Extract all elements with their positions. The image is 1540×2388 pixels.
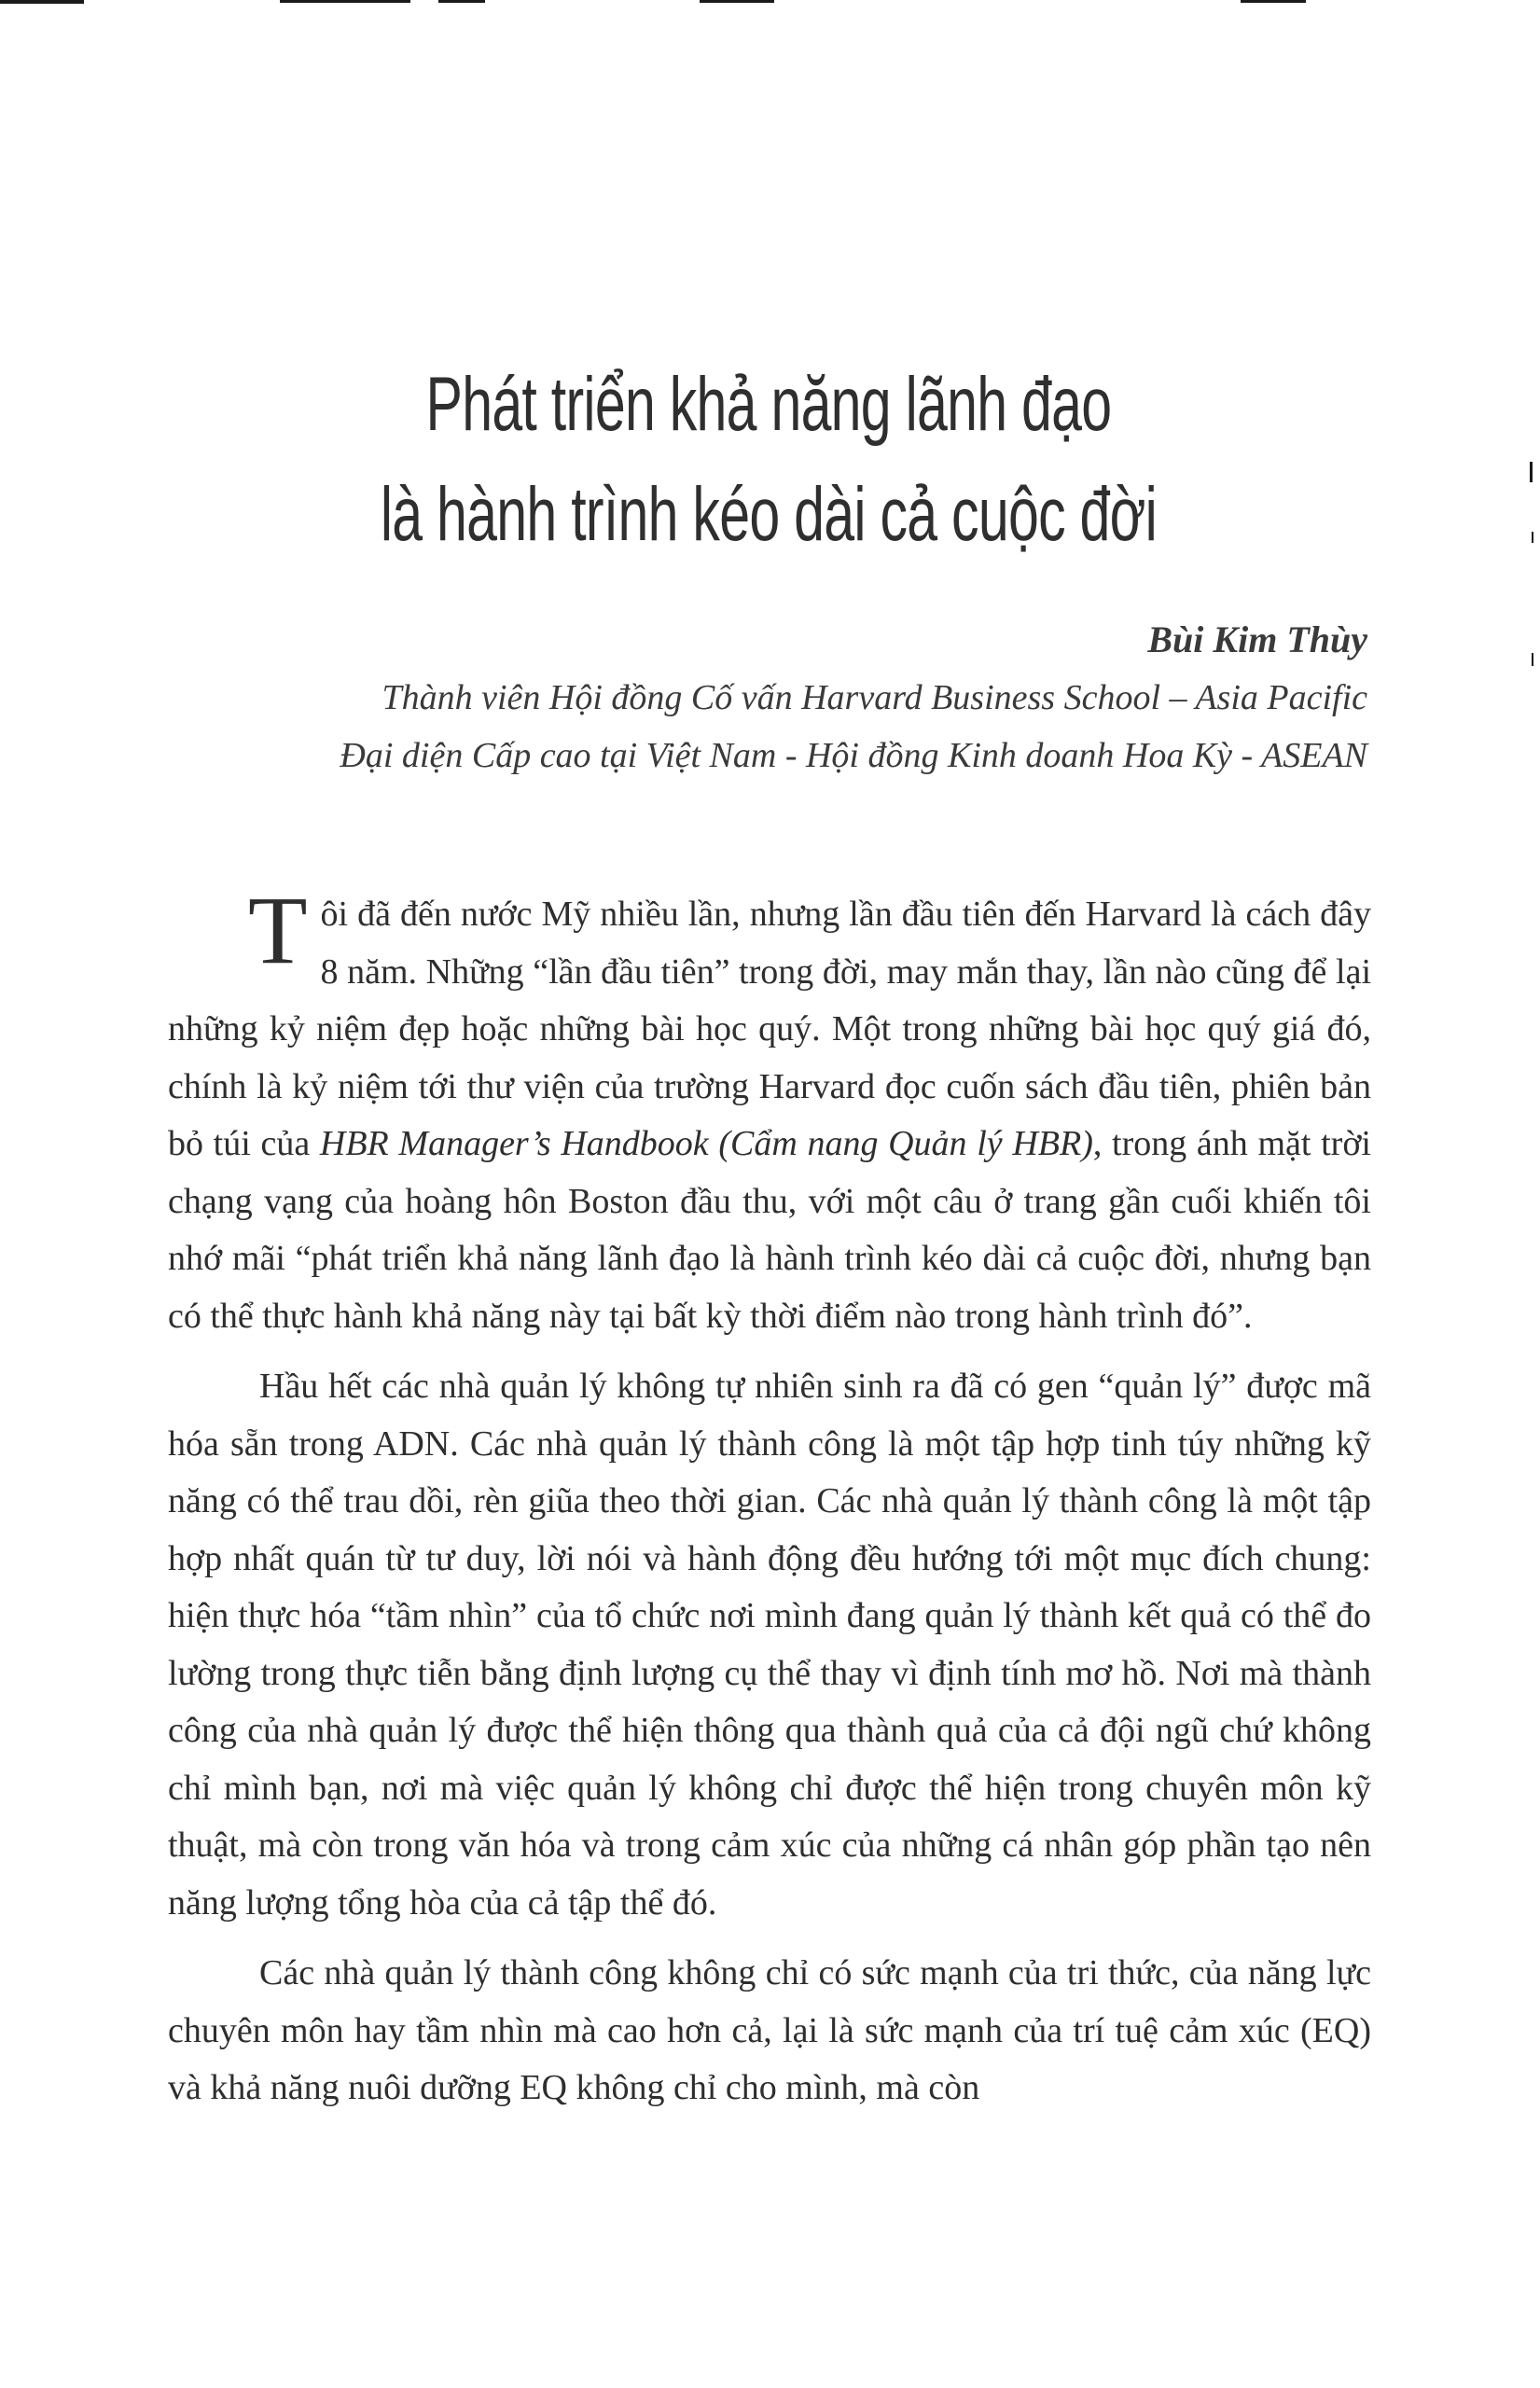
author-block: [340, 611, 1367, 784]
scan-mark-top: [700, 0, 774, 3]
chapter-title: [215, 350, 1324, 570]
scan-mark-top: [0, 0, 84, 4]
paragraph-1-text-a: ôi đã đến nước Mỹ nhiều lần, nhưng lần đầu tiên đến Harvard là cách đây 8 năm. Những “lần đầu tiên” trong đời, may mắn thay, lần nào cũng để lại những kỷ niệm đẹp hoặc những bài học quý. Một trong những bài học quý giá đó, chính là kỷ niệm tới thư viện của trường Harvard đọc cuốn sách đầu tiên, phiên bản bỏ túi của: [168, 895, 1371, 1163]
paragraph-2: Hầu hết các nhà quản lý không tự nhiên sinh ra đã có gen “quản lý” được mã hóa sẵn trong ADN. Các nhà quản lý thành công là một tập hợp tinh túy những kỹ năng có thể trau dồi, rèn giũa theo thời gian. Các nhà quản lý thành công là một tập hợp nhất quán từ tư duy, lời nói và hành động đều hướng tới một mục đích chung: hiện thực hóa “tầm nhìn” của tổ chức nơi mình đang quản lý thành kết quả có thể đo lường trong thực tiễn bằng định lượng cụ thể thay vì định tính mơ hồ. Nơi mà thành công của nhà quản lý được thể hiện thông qua thành quả của cả đội ngũ chứ không chỉ mình bạn, nơi mà việc quản lý không chỉ được thể hiện trong chuyên môn kỹ thuật, mà còn trong văn hóa và trong cảm xúc của những cá nhân góp phần tạo nên năng lượng tổng hòa của cả tập thể đó.: [168, 1367, 1371, 1923]
book-title: HBR Manager’s Handbook (Cẩm nang Quản lý HBR): [319, 1124, 1093, 1163]
author-role-2: Đại diện Cấp cao tại Việt Nam - Hội đồng Kinh doanh Hoa Kỳ - ASEAN: [340, 736, 1367, 775]
chapter-title-line-1: Phát triển khả năng lãnh đạo: [425, 362, 1112, 447]
paragraph-1-text-b: , trong ánh mặt trời chạng vạng của hoàng hôn Boston đầu thu, với một câu ở trang gần cuối khiến tôi nhớ mãi “phát triển khả năng lãnh đạo là hành trình kéo dài cả cuộc đời, nhưng bạn có thể thực hành khả năng này tại bất kỳ thời điểm nào trong hành trình đó”.: [168, 1124, 1371, 1336]
scan-mark-right: [1532, 532, 1533, 543]
scan-mark-right: [1532, 653, 1533, 666]
paragraph-3: Các nhà quản lý thành công không chỉ có sức mạnh của tri thức, của năng lực chuyên môn hay tầm nhìn mà cao hơn cả, lại là sức mạnh của trí tuệ cảm xúc (EQ) và khả năng nuôi dưỡng EQ không chỉ cho mình, mà còn: [168, 1953, 1371, 2107]
author-role-1: Thành viên Hội đồng Cố vấn Harvard Business School – Asia Pacific: [382, 678, 1367, 717]
author-name: Bùi Kim Thùy: [1147, 618, 1367, 660]
scan-mark-top: [1241, 0, 1306, 3]
paragraph-1: [168, 877, 1371, 1345]
body-text: [168, 877, 1371, 2117]
chapter-title-line-2: là hành trình kéo dài cả cuộc đời: [380, 472, 1158, 557]
scan-mark-top: [280, 0, 410, 3]
scan-mark-right: [1530, 462, 1533, 482]
scan-mark-top: [438, 0, 485, 3]
drop-cap: T: [248, 877, 308, 984]
